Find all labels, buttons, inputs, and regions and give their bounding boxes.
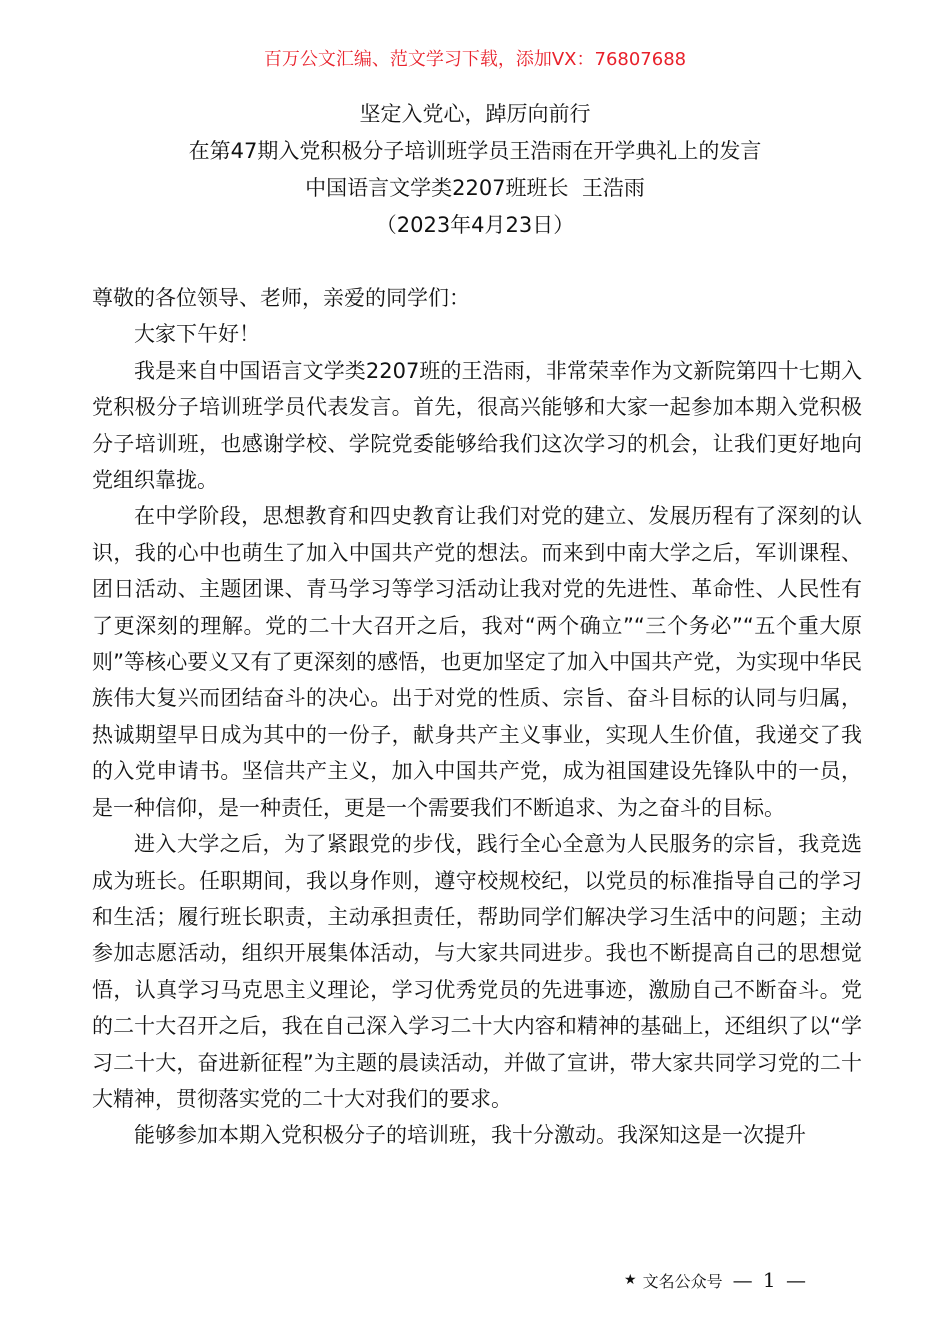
star-icon: ★ (624, 1272, 637, 1288)
document-body (92, 280, 862, 1154)
document-author: 中国语言文学类2207班班长 王浩雨 (305, 176, 645, 200)
document-title: 坚定入党心，踔厉向前行 (359, 102, 591, 126)
paragraph: 能够参加本期入党积极分子的培训班，我十分激动。我深知这是一次提升 (134, 1123, 806, 1148)
paragraph: 在中学阶段，思想教育和四史教育让我们对党的建立、发展历程有了深刻的认识，我的心中也萌生了加入中国共产党的想法。而来到中南大学之后，军训课程、团日活动、主题团课、青马学习等学习活动让我对党的先进性、革命性、人民性有了更深刻的理解。党的二十大召开之后，我对“两个确立”“三个务必”“五个重大原则”等核心要义又有了更深刻的感悟，也更加坚定了加入中国共产党，为实现中华民族伟大复兴而团结奋斗的决心。出于对党的性质、宗旨、奋斗目标的认同与归属，热诚期望早日成为其中的一份子，献身共产主义事业，实现人生价值，我递交了我的入党申请书。坚信共产主义，加入中国共产党，成为祖国建设先锋队中的一员，是一种信仰，是一种责任，更是一个需要我们不断追求、为之奋斗的目标。 (92, 504, 862, 820)
document-date: （2023年4月23日） (375, 213, 575, 237)
salutation: 尊敬的各位领导、老师，亲爱的同学们： (92, 286, 470, 310)
paragraph: 大家下午好！ (134, 322, 260, 347)
paragraph: 我是来自中国语言文学类2207班的王浩雨，非常荣幸作为文新院第四十七期入党积极分子培训班学员代表发言。首先，很高兴能够和大家一起参加本期入党积极分子培训班，也感谢学校、学院党委能够给我们这次学习的机会，让我们更好地向党组织靠拢。 (92, 358, 862, 493)
header-banner: 百万公文汇编、范文学习下载，添加VX：76807688 (263, 49, 687, 70)
page-number: — 1 — (732, 1268, 809, 1292)
title-block (0, 96, 950, 244)
paragraph: 进入大学之后，为了紧跟党的步伐，践行全心全意为人民服务的宗旨，我竞选成为班长。任职期间，我以身作则，遵守校规校纪，以党员的标准指导自己的学习和生活；履行班长职责，主动承担责任，帮助同学们解决学习生活中的问题；主动参加志愿活动，组织开展集体活动，与大家共同进步。我也不断提高自己的思想觉悟，认真学习马克思主义理论，学习优秀党员的先进事迹，激励自己不断奋斗。党的二十大召开之后，我在自己深入学习二十大内容和精神的基础上，还组织了以“学习二十大，奋进新征程”为主题的晨读活动，并做了宣讲，带大家共同学习党的二十大精神，贯彻落实党的二十大对我们的要求。 (92, 832, 862, 1111)
footer-label: 文名公众号 (642, 1271, 723, 1291)
page-footer (624, 1266, 808, 1294)
document-subtitle: 在第47期入党积极分子培训班学员王浩雨在开学典礼上的发言 (188, 139, 762, 163)
